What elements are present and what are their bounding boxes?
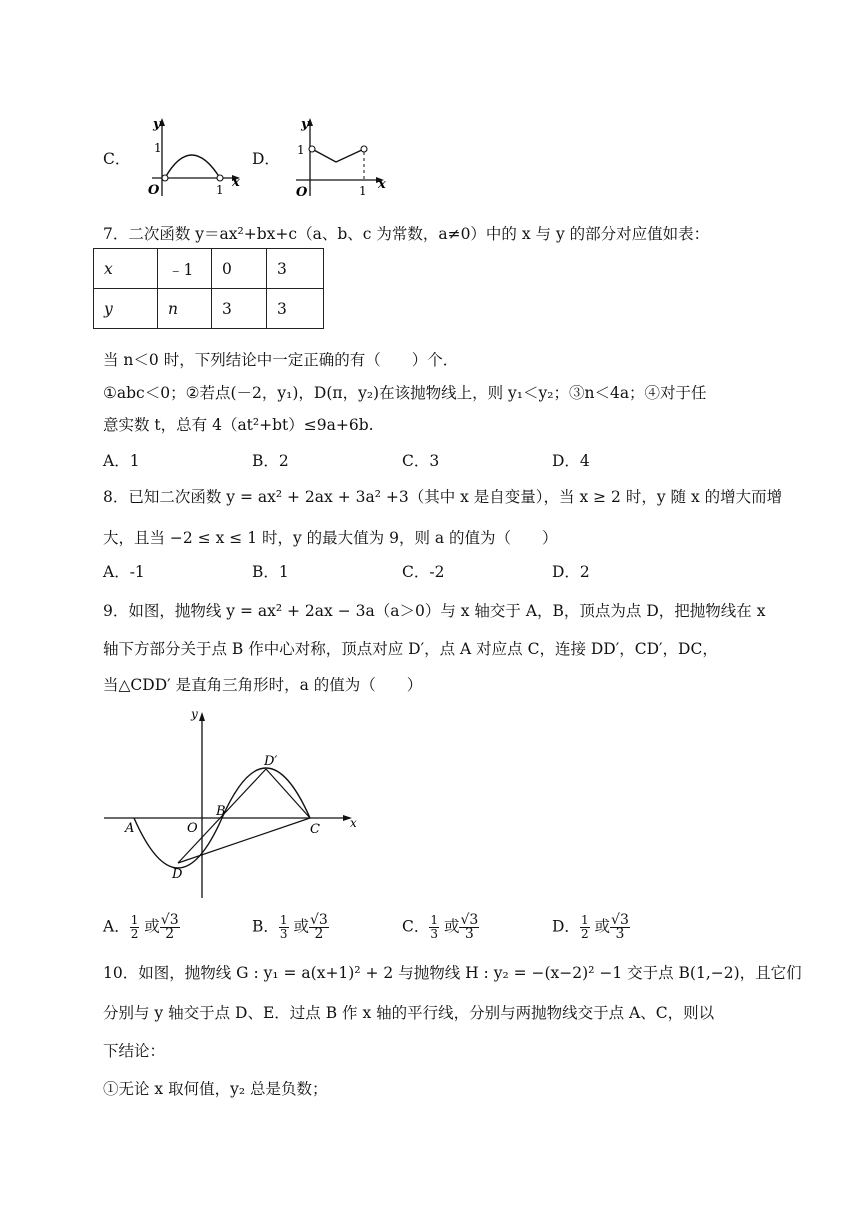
q9-point-c: C [310,822,320,837]
q9-point-o: O [187,821,198,836]
table-row [94,289,324,329]
q9-option-c: C． $\frac{1}{3}$ 或 $\frac{√3}{3}$ [402,912,479,942]
q9-figure [100,700,370,905]
q7-option-b: B．2 [252,452,289,470]
q8-option-d: D．2 [552,563,590,581]
graph-c-x-label: x [232,175,240,190]
option-d-graph [288,112,398,202]
table-cell: 3 [267,249,324,289]
q9-stem-2: 轴下方部分关于点 B 作中心对称，顶点对应 D′，点 A 对应点 C，连接 DD′，CD′，DC， [103,640,718,658]
q7-option-c: C．3 [402,452,440,470]
q7-stem: 7．二次函数 y＝ax²+bx+c（a、b、c 为常数，a≠0）中的 x 与 y 的部分对应值如表： [103,225,710,243]
q9-point-a: A [125,821,135,836]
q7-option-d: D．4 [552,452,590,470]
q7-statements-1: ①abc＜0；②若点(－2，y₁)，D(π，y₂)在该抛物线上，则 y₁＜y₂；③n＜4a；④对于任 [103,384,707,402]
graph-d-x-tick: 1 [359,184,367,198]
table-cell: 0 [212,249,267,289]
q8-stem-1: 8．已知二次函数 y = ax² + 2ax + 3a² +3（其中 x 是自变量），当 x ≥ 2 时，y 随 x 的增大而增 [103,488,783,506]
table-row [94,249,324,289]
graph-c-x-tick: 1 [216,183,224,197]
q9-point-dprime: D′ [264,754,278,769]
table-cell: y [94,289,158,329]
graph-d-y-label: y [301,117,309,132]
q7-statements-2: 意实数 t，总有 4（at²+bt）≤9a+6b. [103,416,374,434]
graph-c-y-tick: 1 [154,141,162,155]
graph-d-y-tick: 1 [297,143,305,157]
q9-y-label: y [191,707,198,721]
table-cell: 3 [212,289,267,329]
option-d-label: D． [252,150,280,168]
q10-stem-2: 分别与 y 轴交于点 D、E．过点 B 作 x 轴的平行线，分别与两抛物线交于点 A、C，则以 [103,1004,715,1022]
q9-point-b: B [216,804,226,819]
q9-stem-1: 9．如图，抛物线 y = ax² + 2ax − 3a（a＞0）与 x 轴交于 A，B，顶点为点 D，把抛物线在 x [103,602,766,620]
graph-d-origin: O [296,185,308,200]
q8-stem-2: 大，且当 −2 ≤ x ≤ 1 时，y 的最大值为 9，则 a 的值为（ ） [103,529,558,547]
q9-point-d: D [172,867,183,882]
q8-option-b: B．1 [252,563,289,581]
q8-option-c: C．-2 [402,563,445,581]
q7-value-table [93,248,324,329]
table-cell: x [94,249,158,289]
q9-option-d: D． $\frac{1}{2}$ 或 $\frac{√3}{3}$ [552,912,629,942]
q9-x-label: x [350,816,357,830]
q9-option-b: B． $\frac{1}{3}$ 或 $\frac{√3}{2}$ [252,912,328,942]
graph-c-origin: O [148,183,160,198]
graph-c-y-label: y [153,117,161,132]
table-cell: 3 [267,289,324,329]
q9-stem-3: 当△CDD′ 是直角三角形时，a 的值为（ ） [103,676,423,694]
graph-d-x-label: x [378,177,386,192]
q10-stem-3: 下结论： [103,1042,166,1060]
q7-condition: 当 n＜0 时，下列结论中一定正确的有（ ）个． [103,351,459,369]
option-c-graph [140,112,250,202]
q10-statement-1: ①无论 x 取何值，y₂ 总是负数； [103,1080,328,1098]
q9-option-a: A． $\frac{1}{2}$ 或 $\frac{√3}{2}$ [103,912,179,942]
table-cell: n [158,289,212,329]
q7-option-a: A．1 [103,452,140,470]
option-c-label: C． [103,150,131,168]
q10-stem-1: 10．如图，抛物线 G : y₁ = a(x+1)² + 2 与抛物线 H : y₂ = −(x−2)² −1 交于点 B(1,−2)，且它们 [103,964,802,982]
q8-option-a: A．-1 [103,563,145,581]
table-cell: ﹣1 [158,249,212,289]
